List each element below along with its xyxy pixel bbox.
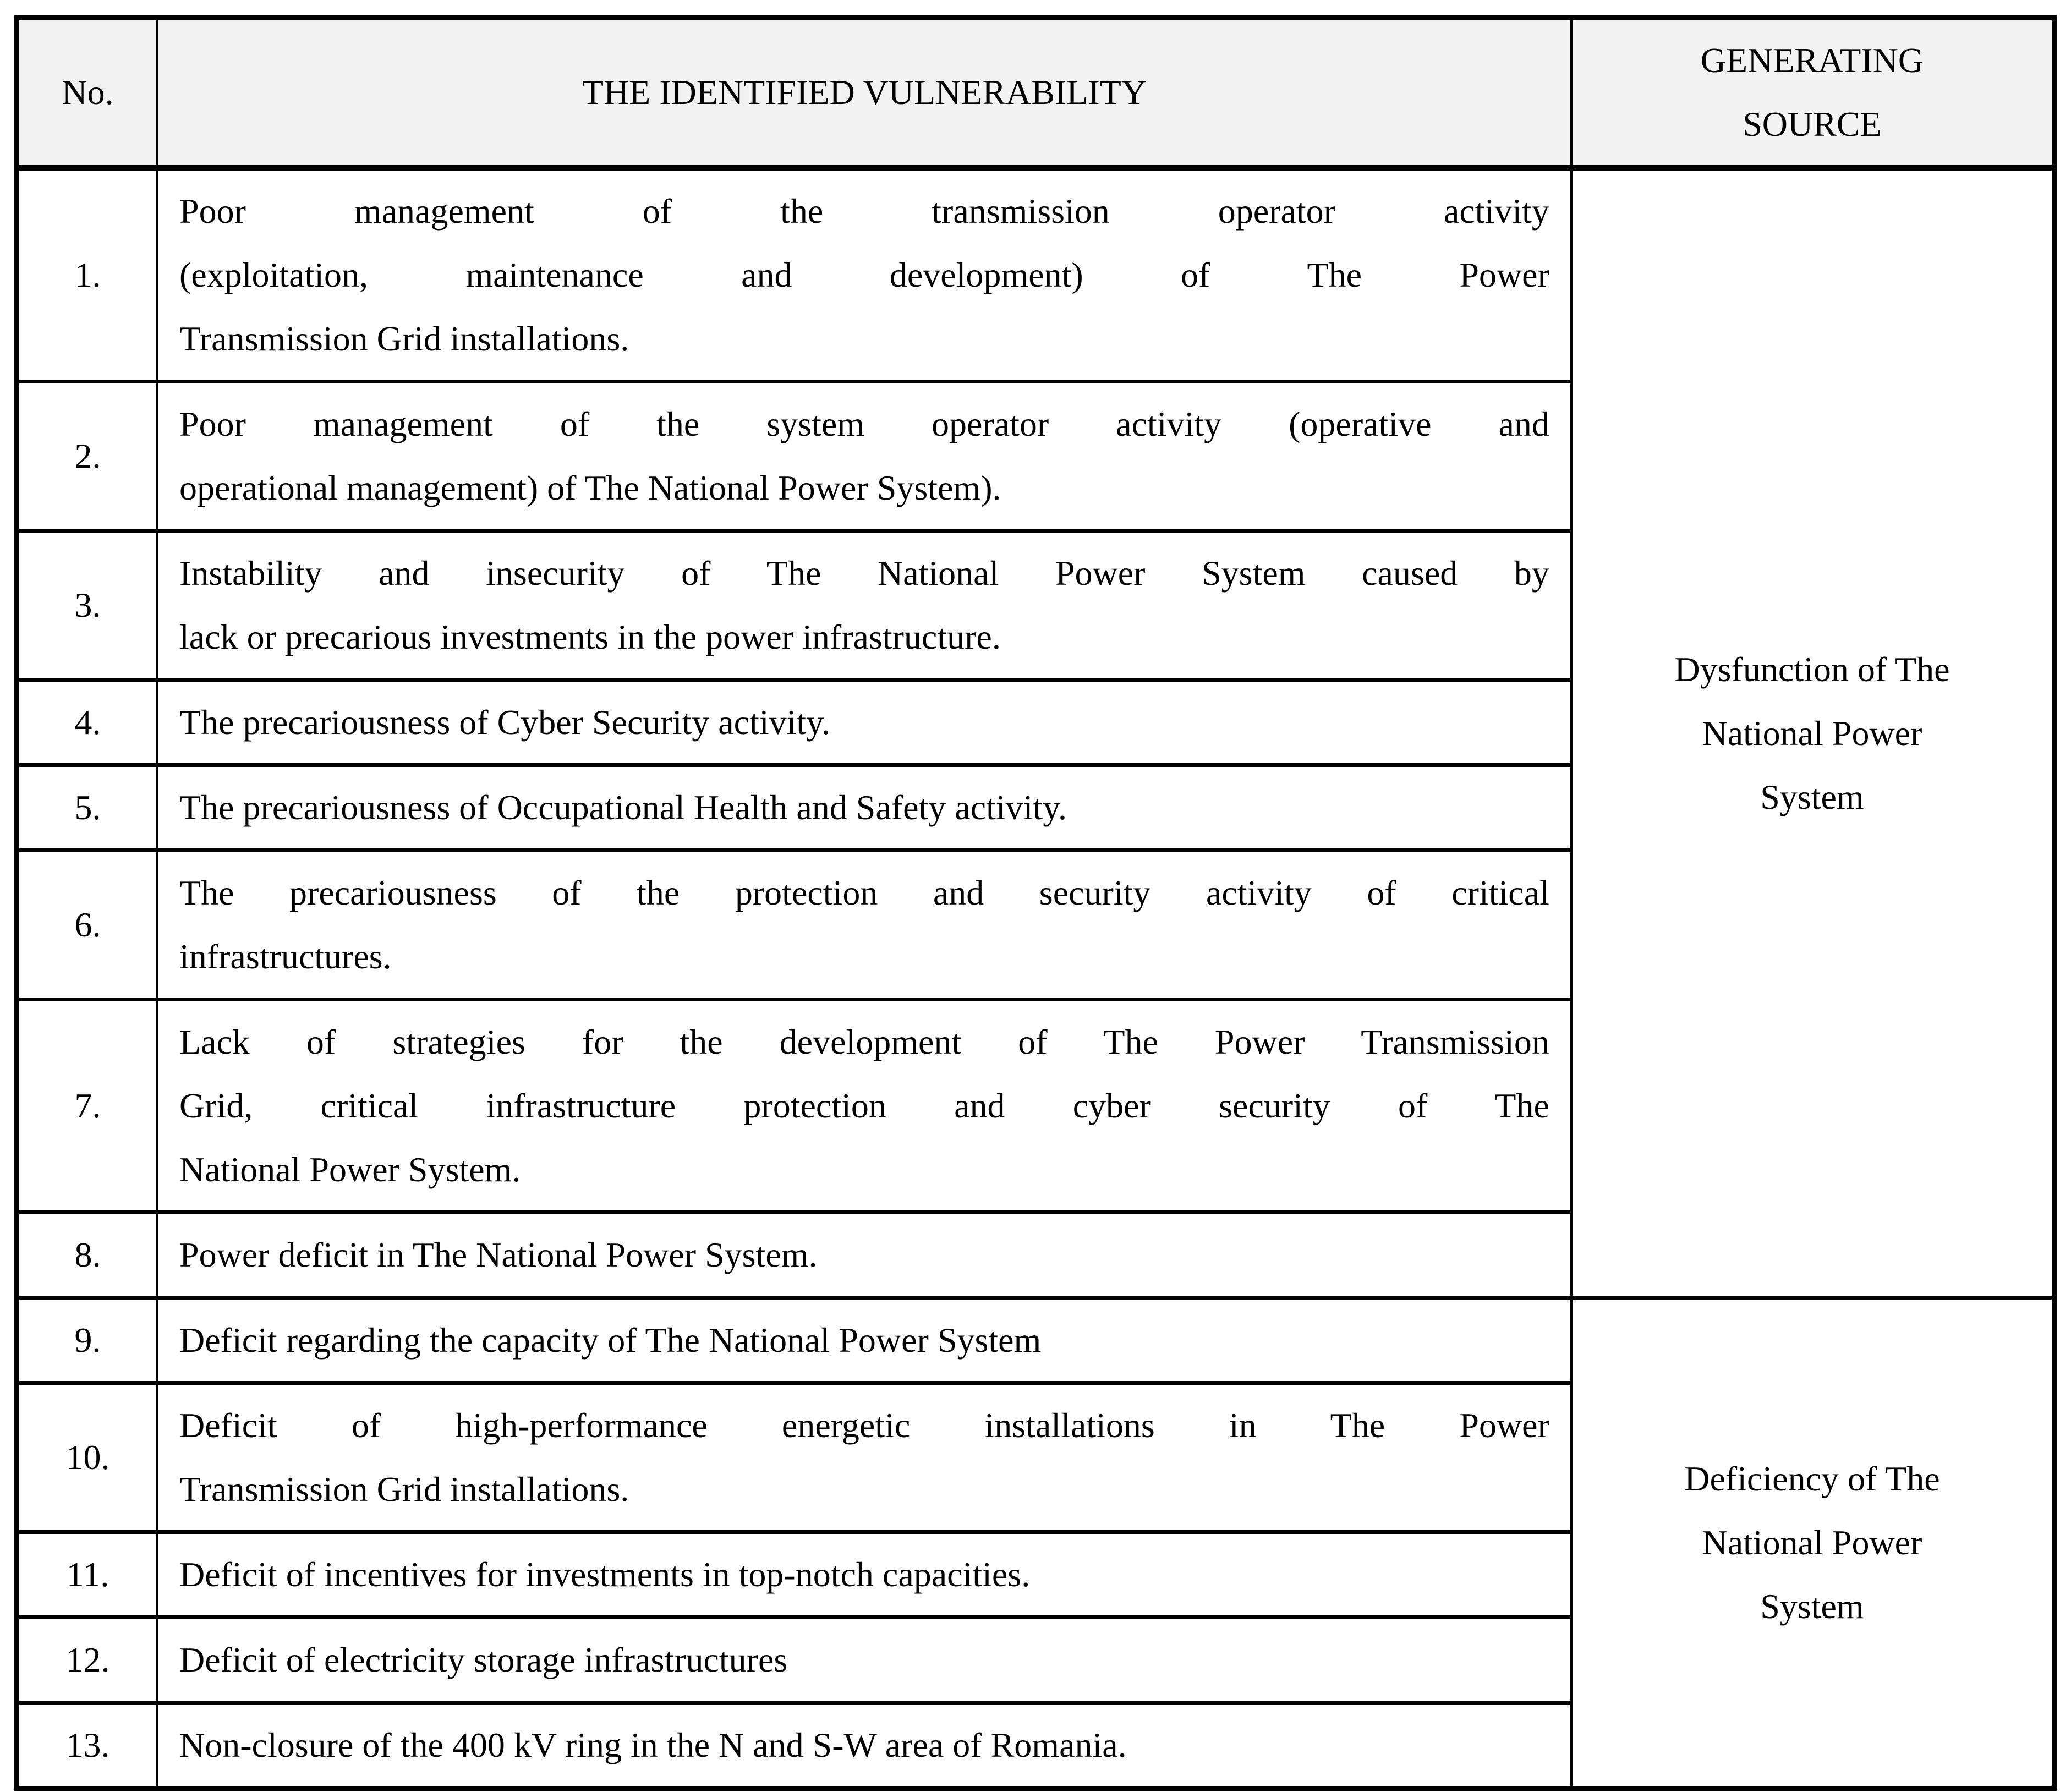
row-number-cell: 5. — [17, 765, 158, 851]
row-number-cell: 4. — [17, 680, 158, 765]
row-number-cell: 8. — [17, 1213, 158, 1298]
row-number-cell: 10. — [17, 1383, 158, 1532]
row-number-cell: 7. — [17, 1000, 158, 1213]
row-number-cell: 11. — [17, 1532, 158, 1618]
vulnerability-cell: Deficit of electricity storage infrastructures — [157, 1618, 1571, 1703]
row-number-cell: 13. — [17, 1703, 158, 1789]
generating-source-cell-dysfunction: Dysfunction of The National Power System — [1571, 168, 2054, 1298]
row-number-cell: 3. — [17, 531, 158, 680]
vulnerability-cell: The precariousness of Occupational Health and Safety activity. — [157, 765, 1571, 851]
table-body — [17, 168, 2054, 1789]
vulnerability-cell: The precariousness of Cyber Security activity. — [157, 680, 1571, 765]
vulnerability-cell: Instability and insecurity of The National Power System caused by lack or precarious investments in the power infrastructure. — [157, 531, 1571, 680]
vulnerability-cell: Poor management of the transmission operator activity (exploitation, maintenance and development) of The Power Transmission Grid installations. — [157, 168, 1571, 382]
header-vulnerability: THE IDENTIFIED VULNERABILITY — [157, 18, 1571, 168]
vulnerability-cell: Lack of strategies for the development of The Power Transmission Grid, critical infrastructure protection and cyber security of The National Power System. — [157, 1000, 1571, 1213]
vulnerability-cell: Power deficit in The National Power System. — [157, 1213, 1571, 1298]
table-header — [17, 18, 2054, 168]
row-number-cell: 12. — [17, 1618, 158, 1703]
row-number-cell: 1. — [17, 168, 158, 382]
table-row — [17, 168, 2054, 382]
vulnerability-cell: Poor management of the system operator activity (operative and operational management) of The National Power System). — [157, 382, 1571, 531]
vulnerability-cell: Deficit regarding the capacity of The National Power System — [157, 1298, 1571, 1383]
header-no: No. — [17, 18, 158, 168]
row-number-cell: 6. — [17, 851, 158, 1000]
vulnerability-cell: Deficit of high-performance energetic installations in The Power Transmission Grid installations. — [157, 1383, 1571, 1532]
row-number-cell: 2. — [17, 382, 158, 531]
table-row — [17, 1298, 2054, 1383]
header-generating-source: GENERATING SOURCE — [1571, 18, 2054, 168]
vulnerability-cell: Non-closure of the 400 kV ring in the N and S-W area of Romania. — [157, 1703, 1571, 1789]
row-number-cell: 9. — [17, 1298, 158, 1383]
vulnerability-cell: Deficit of incentives for investments in top-notch capacities. — [157, 1532, 1571, 1618]
header-row — [17, 18, 2054, 168]
generating-source-cell-deficiency: Deficiency of The National Power System — [1571, 1298, 2054, 1789]
vulnerabilities-table — [14, 15, 2057, 1791]
vulnerability-cell: The precariousness of the protection and security activity of critical infrastructures. — [157, 851, 1571, 1000]
